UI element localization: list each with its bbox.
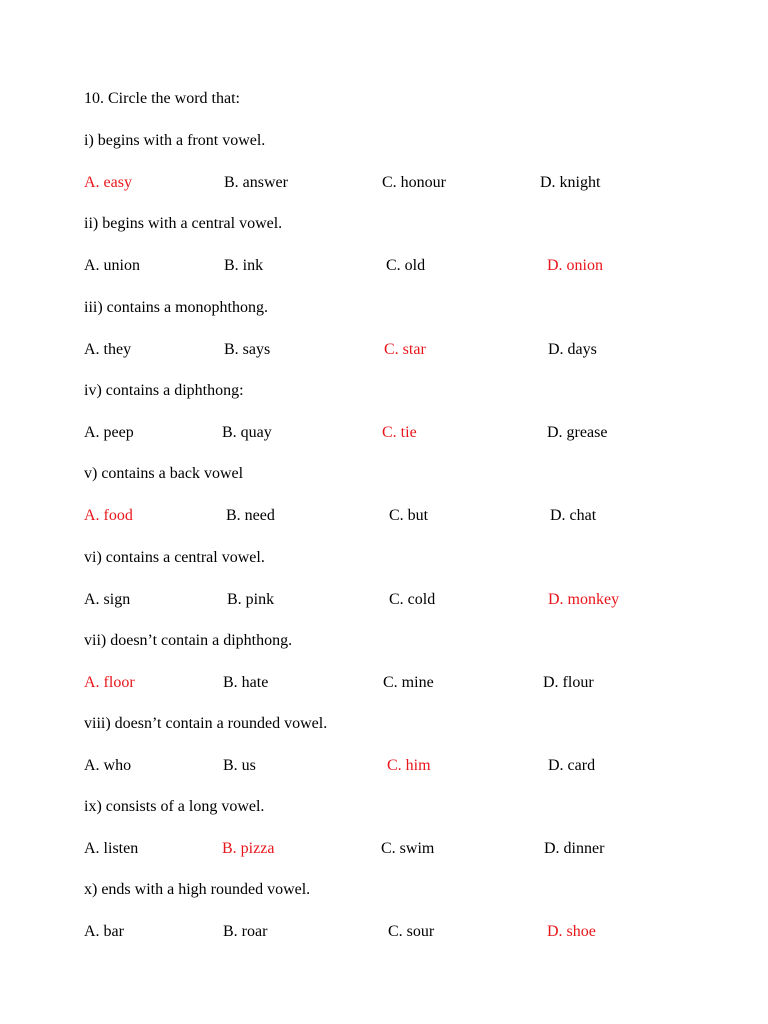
question-prompt: viii) doesn’t contain a rounded vowel. — [84, 715, 328, 732]
option-c[interactable]: C. swim — [381, 840, 435, 857]
answer-row — [0, 174, 768, 194]
option-c[interactable]: C. honour — [382, 174, 446, 191]
option-a[interactable]: A. union — [84, 257, 140, 274]
option-a[interactable]: A. sign — [84, 591, 131, 608]
option-c[interactable]: C. cold — [389, 591, 436, 608]
option-c[interactable]: C. but — [389, 507, 429, 524]
answer-row — [0, 257, 768, 277]
option-a[interactable]: A. easy — [84, 174, 132, 191]
option-b[interactable]: B. roar — [223, 923, 268, 940]
option-d[interactable]: D. shoe — [547, 923, 596, 940]
option-d[interactable]: D. days — [548, 341, 597, 358]
question-prompt: v) contains a back vowel — [84, 465, 244, 482]
question-prompt: vii) doesn’t contain a diphthong. — [84, 632, 293, 649]
answer-row — [0, 923, 768, 943]
answer-row — [0, 507, 768, 527]
answer-row — [0, 840, 768, 860]
option-a[interactable]: A. who — [84, 757, 132, 774]
answer-row — [0, 591, 768, 611]
answer-row — [0, 757, 768, 777]
option-d[interactable]: D. monkey — [548, 591, 620, 608]
option-a[interactable]: A. they — [84, 341, 132, 358]
option-c[interactable]: C. tie — [382, 424, 417, 441]
option-c[interactable]: C. him — [387, 757, 431, 774]
option-c[interactable]: C. sour — [388, 923, 435, 940]
question-prompt: ix) consists of a long vowel. — [84, 798, 265, 815]
option-b[interactable]: B. hate — [223, 674, 269, 691]
question-prompt: iv) contains a diphthong: — [84, 382, 244, 399]
option-a[interactable]: A. floor — [84, 674, 135, 691]
option-a[interactable]: A. peep — [84, 424, 134, 441]
option-d[interactable]: D. chat — [550, 507, 597, 524]
option-a[interactable]: A. listen — [84, 840, 139, 857]
option-b[interactable]: B. answer — [224, 174, 288, 191]
option-d[interactable]: D. onion — [547, 257, 603, 274]
exercise-heading: 10. Circle the word that: — [84, 90, 240, 107]
question-prompt: ii) begins with a central vowel. — [84, 215, 283, 232]
option-b[interactable]: B. pizza — [222, 840, 275, 857]
option-a[interactable]: A. bar — [84, 923, 124, 940]
option-d[interactable]: D. grease — [547, 424, 608, 441]
answer-row — [0, 424, 768, 444]
option-d[interactable]: D. dinner — [544, 840, 605, 857]
option-b[interactable]: B. says — [224, 341, 271, 358]
option-a[interactable]: A. food — [84, 507, 133, 524]
option-b[interactable]: B. pink — [227, 591, 275, 608]
answer-row — [0, 674, 768, 694]
question-prompt: iii) contains a monophthong. — [84, 299, 268, 316]
option-b[interactable]: B. ink — [224, 257, 264, 274]
question-prompt: i) begins with a front vowel. — [84, 132, 266, 149]
option-c[interactable]: C. star — [384, 341, 426, 358]
option-b[interactable]: B. us — [223, 757, 256, 774]
option-b[interactable]: B. quay — [222, 424, 272, 441]
question-prompt: x) ends with a high rounded vowel. — [84, 881, 311, 898]
option-c[interactable]: C. old — [386, 257, 426, 274]
option-d[interactable]: D. flour — [543, 674, 594, 691]
option-d[interactable]: D. card — [548, 757, 596, 774]
option-c[interactable]: C. mine — [383, 674, 434, 691]
option-b[interactable]: B. need — [226, 507, 275, 524]
option-d[interactable]: D. knight — [540, 174, 601, 191]
answer-row — [0, 341, 768, 361]
question-prompt: vi) contains a central vowel. — [84, 549, 265, 566]
